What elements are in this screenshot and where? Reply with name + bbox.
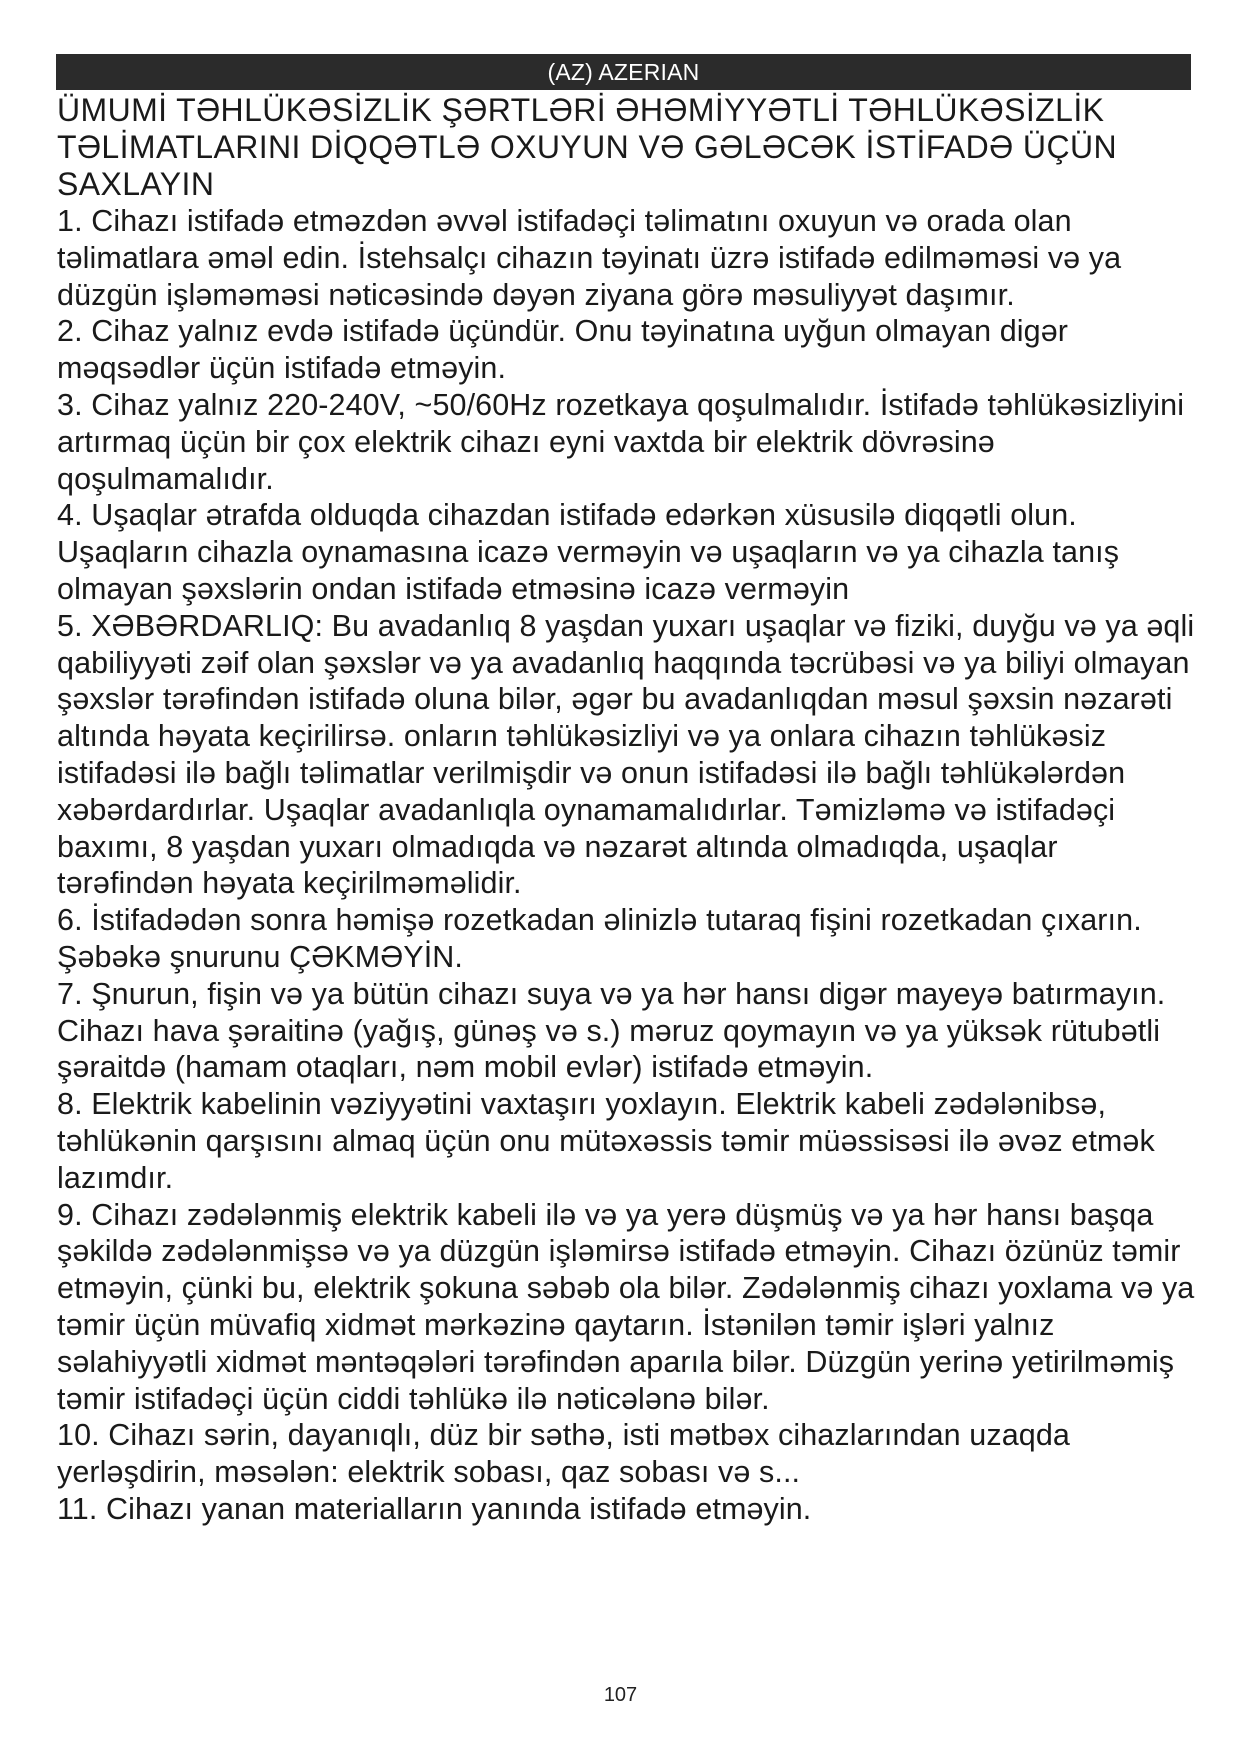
page-number: 107 bbox=[603, 1684, 638, 1706]
instruction-item: 7. Şnurun, fişin və ya bütün cihazı suya və ya hər hansı digər mayeyə batırmayın. Cihazı hava şəraitinə (yağış, günəş və s.) məruz qoymayın və ya yüksək rütubətli şəraitdə (hamam otaqları, nəm mobil evlər) istifadə etməyin. bbox=[57, 976, 1166, 1085]
instruction-item: 9. Cihazı zədələnmiş elektrik kabeli ilə və ya yerə düşmüş və ya hər hansı başqa şəkildə zədələnmişsə və ya düzgün işləmirsə istifadə etməyin. Cihazı özünüz təmir etməyin, çünki bu, elektrik şokuna səbəb ola bilər. Zədələnmiş cihazı yoxlama və ya təmir üçün müvafiq xidmət mərkəzinə qaytarın. İstənilən təmir işləri yalnız səlahiyyətli xidmət məntəqələri tərəfindən aparıla bilər. Düzgün yerinə yetirilməmiş təmir istifadəçi üçün ciddi təhlükə ilə nəticələnə bilər. bbox=[57, 1197, 1195, 1416]
instruction-item: 6. İstifadədən sonra həmişə rozetkadan əlinizlə tutaraq fişini rozetkadan çıxarın. Şəbəkə şnurunu ÇƏKMƏYİN. bbox=[57, 903, 1142, 974]
language-header-bar: (AZ) AZERIAN bbox=[56, 54, 1191, 90]
instruction-item: 3. Cihaz yalnız 220-240V, ~50/60Hz rozetkaya qoşulmalıdır. İstifadə təhlükəsizliyini artırmaq üçün bir çox elektrik cihazı eyni vaxtda bir elektrik dövrəsinə qoşulmamalıdır. bbox=[57, 387, 1185, 496]
instruction-item: 8. Elektrik kabelinin vəziyyətini vaxtaşırı yoxlayın. Elektrik kabeli zədələnibsə, təhlükənin qarşısını almaq üçün onu mütəxəssis təmir müəssisəsi ilə əvəz etmək lazımdır. bbox=[57, 1087, 1155, 1195]
instruction-item: 4. Uşaqlar ətrafda olduqda cihazdan istifadə edərkən xüsusilə diqqətli olun. Uşaqların cihazla oynamasına icazə verməyin və uşaqların və ya cihazla tanış olmayan şəxslərin ondan istifadə etməsinə icazə verməyin bbox=[57, 498, 1120, 606]
page-title: ÜMUMİ TƏHLÜKƏSİZLİK ŞƏRTLƏRİ ƏHƏMİYYƏTLİ TƏHLÜKƏSİZLİK TƏLİMATLARINI DİQQƏTLƏ OXUYUN VƏ GƏLƏCƏK İSTİFADƏ ÜÇÜN SAXLAYIN bbox=[57, 92, 1117, 202]
instruction-item: 2. Cihaz yalnız evdə istifadə üçündür. Onu təyinatına uyğun olmayan digər məqsədlər üçün istifadə etməyin. bbox=[57, 314, 1069, 386]
instruction-item: 11. Cihazı yanan materialların yanında istifadə etməyin. bbox=[57, 1491, 812, 1526]
instruction-item: 10. Cihazı sərin, dayanıqlı, düz bir səthə, isti mətbəx cihazlarından uzaqda yerləşdirin, məsələn: elektrik sobası, qaz sobası və s... bbox=[57, 1418, 1070, 1490]
safety-instructions-list bbox=[57, 203, 1197, 1528]
instruction-item: 5. XƏBƏRDARLIQ: Bu avadanlıq 8 yaşdan yuxarı uşaqlar və fiziki, duyğu və ya əqli qabiliyyəti zəif olan şəxslər və ya avadanlıq haqqında təcrübəsi və ya biliyi olmayan şəxslər tərəfindən istifadə oluna bilər, əgər bu avadanlıqdan məsul şəxsin nəzarəti altında həyata keçirilirsə. onların təhlükəsizliyi və ya onlara cihazın təhlükəsiz istifadəsi ilə bağlı təlimatlar verilmişdir və onun istifadəsi ilə bağlı təhlükələrdən xəbərdardırlar. Uşaqlar avadanlıqla oynamamalıdırlar. Təmizləmə və istifadəçi baxımı, 8 yaşdan yuxarı olmadıqda və nəzarət altında olmadıqda, uşaqlar tərəfindən həyata keçirilməməlidir. bbox=[57, 608, 1195, 901]
document-body bbox=[57, 92, 1197, 1528]
instruction-item: 1. Cihazı istifadə etməzdən əvvəl istifadəçi təlimatını oxuyun və orada olan təlimatlara əməl edin. İstehsalçı cihazın təyinatı üzrə istifadə edilməməsi və ya düzgün işləməməsi nəticəsində dəyən ziyana görə məsuliyyət daşımır. bbox=[57, 204, 1122, 312]
